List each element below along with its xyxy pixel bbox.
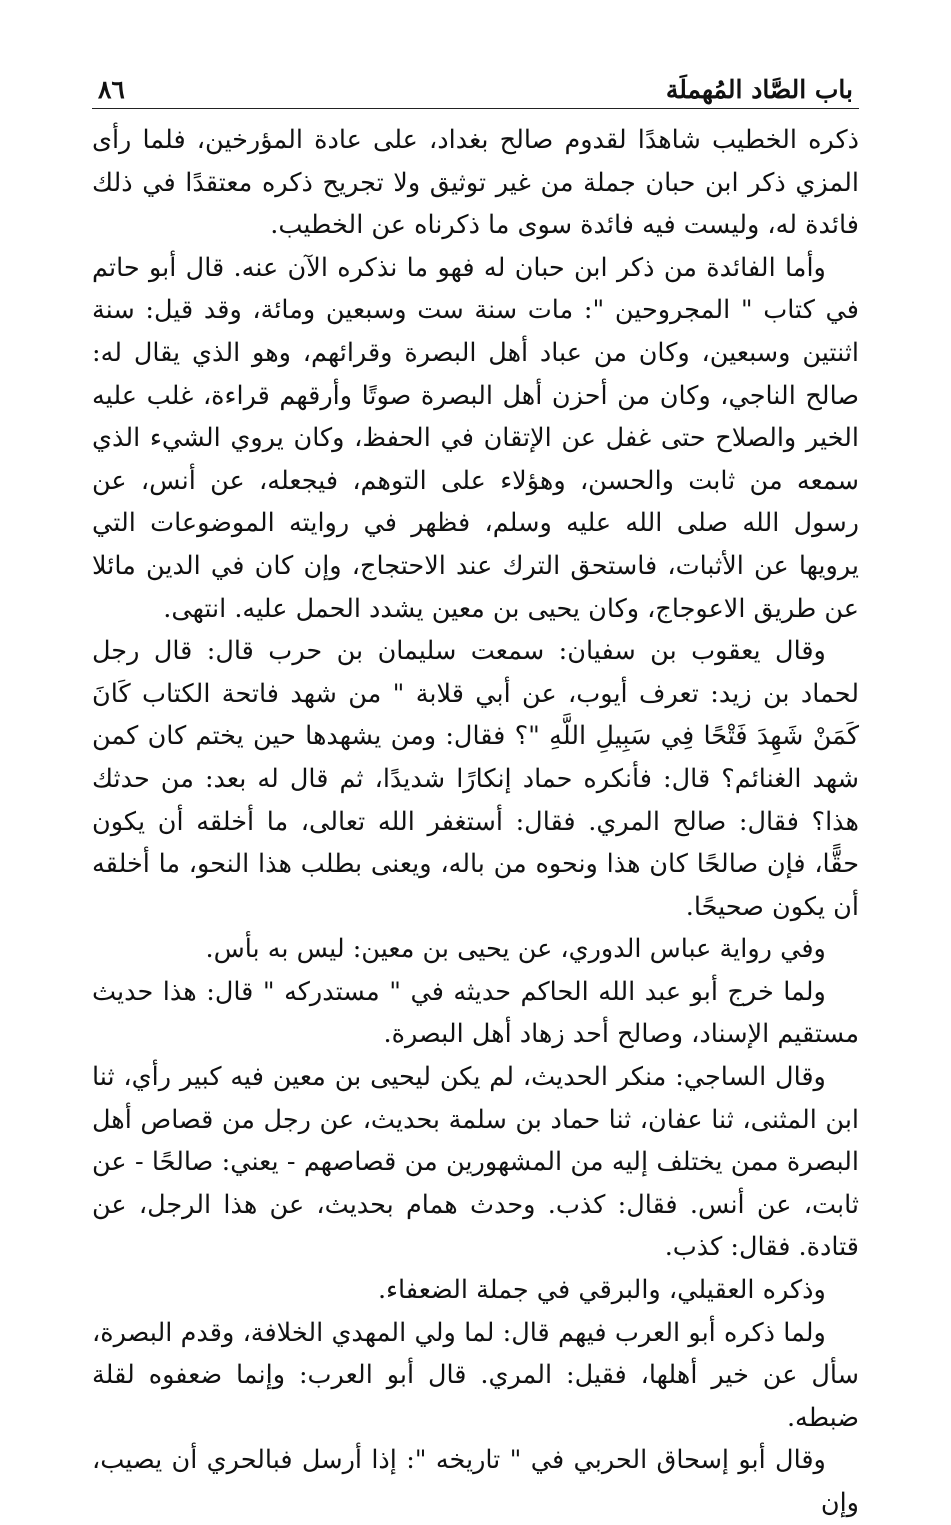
chapter-title: باب الصَّاد المُهملَة	[665, 75, 853, 104]
paragraph-1: ذكره الخطيب شاهدًا لقدوم صالح بغداد، على عادة المؤرخين، فلما رأى المزي ذكر ابن حبان جملة من غير توثيق ولا تجريح ذكره معتقدًا في ذلك فائدة له، وليست فيه فائدة سوى ما ذكرناه عن الخطيب.	[92, 125, 859, 241]
paragraph-6: وقال الساجي: منكر الحديث، لم يكن ليحيى بن معين فيه كبير رأي، ثنا ابن المثنى، ثنا عفان، ثنا حماد بن سلمة بحديث، عن رجل من قصاص أهل البصرة ممن يختلف إليه من المشهورين من قصاصهم - يعني: صالحًا - عن ثابت، عن أنس. فقال: كذب. وحدث همام بحديث، عن هذا الرجل، عن قتادة. فقال: كذب.	[92, 1062, 859, 1263]
paragraph-4: وفي رواية عباس الدوري، عن يحيى بن معين: ليس به بأس.	[205, 934, 826, 965]
paragraph-3: وقال يعقوب بن سفيان: سمعت سليمان بن حرب قال: قال رجل لحماد بن زيد: تعرف أيوب، عن أبي قلابة " من شهد فاتحة الكتاب كَانَ كَمَنْ شَهِدَ فَتْحًا فِي سَبِيلِ اللَّهِ "؟ فقال: ومن يشهدها حين يختم كان كمن شهد الغنائم؟ قال: فأنكره حماد إنكارًا شديدًا، ثم قال له بعد: من حدثك هذا؟ فقال: صالح المري. فقال: أستغفر الله تعالى، ما أخلقه أن يكون حقًّا، فإن صالحًا كان هذا ونحوه من باله، ويعنى بطلب هذا النحو، ما أخلقه أن يكون صحيحًا.	[92, 636, 859, 922]
paragraph-8: ولما ذكره أبو العرب فيهم قال: لما ولي المهدي الخلافة، وقدم البصرة، سأل عن خير أهلها، فقيل: المري. قال أبو العرب: وإنما ضعفوه لقلة ضبطه.	[92, 1317, 859, 1433]
paragraph-9: وقال أبو إسحاق الحربي في " تاريخه ": إذا أرسل فبالحري أن يصيب، وإن	[92, 1445, 859, 1518]
page-number: ٨٦	[98, 75, 125, 104]
paragraph-7: وذكره العقيلي، والبرقي في جملة الضعفاء.	[377, 1275, 826, 1306]
paragraph-2: وأما الفائدة من ذكر ابن حبان له فهو ما نذكره الآن عنه. قال أبو حاتم في كتاب " المجروحين ": مات سنة ست وسبعين ومائة، وقد قيل: سنة اثنتين وسبعين، وكان من عباد أهل البصرة وقرائهم، وهو الذي يقال له: صالح الناجي، وكان من أحزن أهل البصرة صوتًا وأرقهم قراءة، غلب عليه الخير والصلاح حتى غفل عن الإتقان في الحفظ، وكان يروي الشيء الذي سمعه من ثابت والحسن، وهؤلاء على التوهم، فيجعله، عن أنس، عن رسول الله صلى الله عليه وسلم، فظهر في روايته الموضوعات التي يرويها عن الأثبات، فاستحق الترك عند الاحتجاج، وإن كان في الدين مائلا عن طريق الاعوجاج، وكان يحيى بن معين يشدد الحمل عليه. انتهى.	[92, 252, 859, 624]
page-header	[92, 60, 859, 109]
body-text	[92, 119, 859, 1525]
paragraph-5: ولما خرج أبو عبد الله الحاكم حديثه في " مستدركه " قال: هذا حديث مستقيم الإسناد، وصالح أحد زهاد أهل البصرة.	[92, 976, 859, 1050]
